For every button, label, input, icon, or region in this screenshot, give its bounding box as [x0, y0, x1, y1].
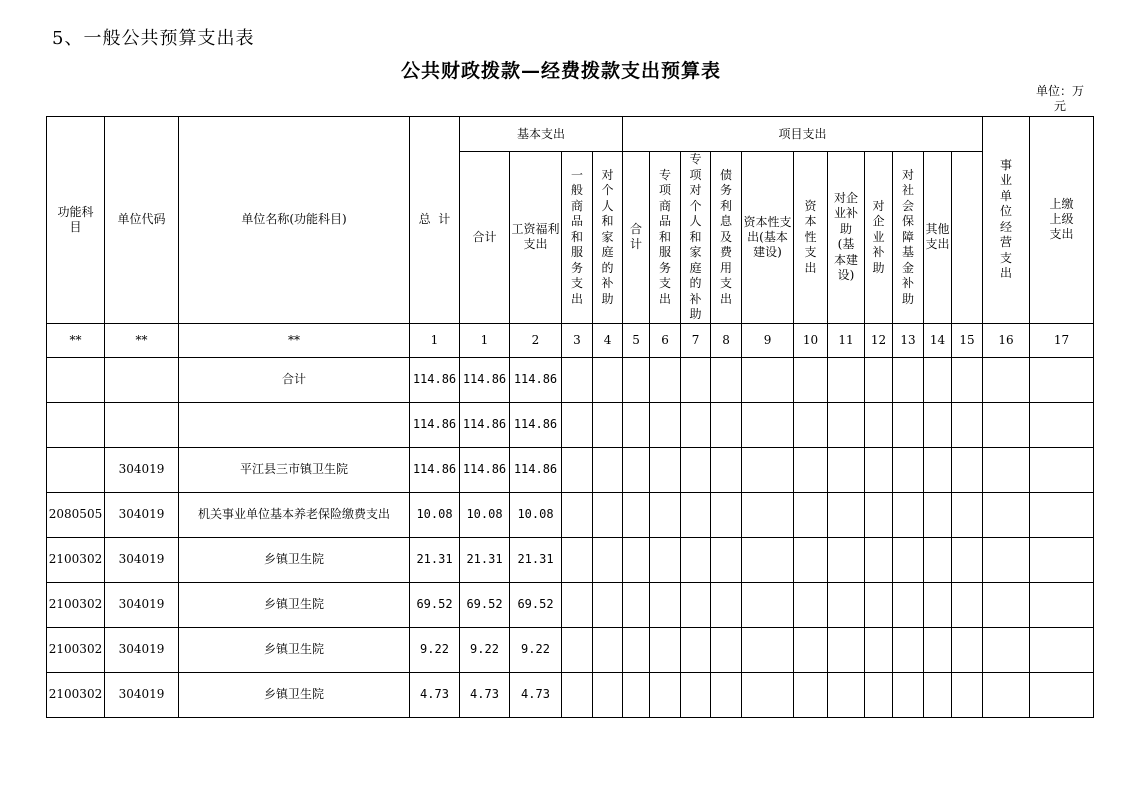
- total-cell: 4.73: [410, 672, 460, 717]
- empty-cell: [828, 627, 865, 672]
- empty-cell: [742, 402, 794, 447]
- empty-cell: [742, 537, 794, 582]
- empty-cell: [742, 627, 794, 672]
- empty-cell: [650, 447, 681, 492]
- unit-code-cell: 304019: [105, 447, 179, 492]
- empty-cell: [924, 582, 952, 627]
- basic-sum-cell: 10.08: [460, 492, 510, 537]
- empty-cell: [952, 402, 983, 447]
- empty-cell: [711, 492, 742, 537]
- empty-cell: [742, 672, 794, 717]
- table-row: [47, 447, 1094, 492]
- empty-cell: [952, 537, 983, 582]
- empty-cell: [1030, 402, 1094, 447]
- func-code-cell: 2100302: [47, 582, 105, 627]
- index-row: [47, 323, 1094, 357]
- wages-cell: 114.86: [510, 402, 562, 447]
- total-cell: 21.31: [410, 537, 460, 582]
- unit-name-cell: 乡镇卫生院: [179, 537, 410, 582]
- empty-cell: [623, 537, 650, 582]
- index-cell: 6: [650, 323, 681, 357]
- header-unit-name: 单位名称(功能科目): [179, 117, 410, 324]
- empty-cell: [924, 492, 952, 537]
- header-personal: 对个人和家庭的补助: [593, 152, 623, 324]
- empty-cell: [593, 582, 623, 627]
- empty-cell: [924, 447, 952, 492]
- unit-name-cell: 机关事业单位基本养老保险缴费支出: [179, 492, 410, 537]
- header-upper: 上缴上级支出: [1030, 117, 1094, 324]
- header-wages: 工资福利支出: [510, 152, 562, 324]
- empty-cell: [983, 492, 1030, 537]
- func-code-cell: [47, 402, 105, 447]
- empty-cell: [794, 357, 828, 402]
- empty-cell: [952, 582, 983, 627]
- empty-cell: [924, 357, 952, 402]
- empty-cell: [711, 672, 742, 717]
- header-business: 事业单位经营支出: [983, 117, 1030, 324]
- empty-cell: [681, 402, 711, 447]
- header-enterprise: 对企业补助: [865, 152, 893, 324]
- index-cell: 15: [952, 323, 983, 357]
- empty-cell: [711, 537, 742, 582]
- basic-sum-cell: 4.73: [460, 672, 510, 717]
- total-cell: 114.86: [410, 402, 460, 447]
- header-goods: 一般商品和服务支出: [562, 152, 593, 324]
- index-cell: 5: [623, 323, 650, 357]
- empty-cell: [593, 537, 623, 582]
- empty-cell: [681, 357, 711, 402]
- empty-cell: [893, 537, 924, 582]
- index-cell: 16: [983, 323, 1030, 357]
- empty-cell: [893, 672, 924, 717]
- empty-cell: [562, 627, 593, 672]
- header-other: 其他支出: [924, 152, 952, 324]
- empty-cell: [794, 537, 828, 582]
- empty-cell: [650, 492, 681, 537]
- empty-cell: [650, 582, 681, 627]
- index-cell: 7: [681, 323, 711, 357]
- data-rows: [47, 357, 1094, 717]
- empty-cell: [650, 627, 681, 672]
- index-cell: 9: [742, 323, 794, 357]
- unit-name-cell: 乡镇卫生院: [179, 627, 410, 672]
- empty-cell: [794, 492, 828, 537]
- empty-cell: [623, 492, 650, 537]
- table-title: 公共财政拨款—经费拨款支出预算表: [400, 60, 721, 82]
- empty-cell: [711, 447, 742, 492]
- empty-cell: [794, 582, 828, 627]
- index-cell: 17: [1030, 323, 1094, 357]
- empty-cell: [593, 447, 623, 492]
- index-cell: 13: [893, 323, 924, 357]
- empty-cell: [623, 357, 650, 402]
- unit-code-cell: 304019: [105, 627, 179, 672]
- empty-cell: [828, 402, 865, 447]
- empty-cell: [650, 537, 681, 582]
- index-cell: **: [105, 323, 179, 357]
- total-cell: 114.86: [410, 357, 460, 402]
- header-proj-sum: 合计: [623, 152, 650, 324]
- header-project: 项目支出: [623, 117, 983, 152]
- total-cell: 9.22: [410, 627, 460, 672]
- empty-cell: [924, 672, 952, 717]
- table-row: [47, 492, 1094, 537]
- wages-cell: 21.31: [510, 537, 562, 582]
- basic-sum-cell: 9.22: [460, 627, 510, 672]
- basic-sum-cell: 21.31: [460, 537, 510, 582]
- func-code-cell: [47, 447, 105, 492]
- header-special-personal: 专项对个人和家庭的补助: [681, 152, 711, 324]
- empty-cell: [924, 402, 952, 447]
- empty-cell: [593, 357, 623, 402]
- header-basic-sum: 合计: [460, 152, 510, 324]
- empty-cell: [1030, 447, 1094, 492]
- total-cell: 69.52: [410, 582, 460, 627]
- empty-cell: [1030, 537, 1094, 582]
- empty-cell: [924, 537, 952, 582]
- empty-cell: [828, 537, 865, 582]
- section-heading: 5、一般公共预算支出表: [52, 28, 255, 49]
- empty-cell: [1030, 672, 1094, 717]
- empty-cell: [711, 402, 742, 447]
- empty-cell: [681, 627, 711, 672]
- empty-cell: [983, 357, 1030, 402]
- unit-code-cell: 304019: [105, 537, 179, 582]
- basic-sum-cell: 69.52: [460, 582, 510, 627]
- empty-cell: [562, 447, 593, 492]
- header-unit-code: 单位代码: [105, 117, 179, 324]
- index-cell: 2: [510, 323, 562, 357]
- empty-cell: [593, 627, 623, 672]
- empty-cell: [952, 357, 983, 402]
- table-row: [47, 627, 1094, 672]
- empty-cell: [893, 627, 924, 672]
- wages-cell: 114.86: [510, 447, 562, 492]
- unit-name-cell: 乡镇卫生院: [179, 582, 410, 627]
- index-cell: 10: [794, 323, 828, 357]
- empty-cell: [593, 672, 623, 717]
- header-func-code: 功能科目: [47, 117, 105, 324]
- header-basic: 基本支出: [460, 117, 623, 152]
- func-code-cell: 2100302: [47, 672, 105, 717]
- empty-cell: [893, 447, 924, 492]
- empty-cell: [865, 357, 893, 402]
- empty-cell: [983, 402, 1030, 447]
- empty-cell: [828, 357, 865, 402]
- empty-cell: [711, 582, 742, 627]
- table-row: [47, 672, 1094, 717]
- empty-cell: [893, 582, 924, 627]
- func-code-cell: 2100302: [47, 537, 105, 582]
- empty-cell: [711, 357, 742, 402]
- header-capital: 资本性支出: [794, 152, 828, 324]
- empty-cell: [983, 447, 1030, 492]
- index-cell: 8: [711, 323, 742, 357]
- empty-cell: [1030, 627, 1094, 672]
- empty-cell: [865, 447, 893, 492]
- basic-sum-cell: 114.86: [460, 402, 510, 447]
- func-code-cell: 2100302: [47, 627, 105, 672]
- unit-code-cell: 304019: [105, 492, 179, 537]
- empty-cell: [865, 627, 893, 672]
- empty-cell: [681, 492, 711, 537]
- total-cell: 10.08: [410, 492, 460, 537]
- empty-cell: [865, 582, 893, 627]
- header-capital-build: 资本性支出(基本建设): [742, 152, 794, 324]
- empty-cell: [893, 357, 924, 402]
- unit-label: 单位：万元: [1035, 84, 1084, 113]
- empty-cell: [623, 402, 650, 447]
- header-debt: 债务利息及费用支出: [711, 152, 742, 324]
- empty-cell: [828, 672, 865, 717]
- empty-cell: [681, 447, 711, 492]
- empty-cell: [562, 357, 593, 402]
- empty-cell: [828, 447, 865, 492]
- empty-cell: [983, 672, 1030, 717]
- unit-code-cell: [105, 402, 179, 447]
- empty-cell: [742, 582, 794, 627]
- empty-cell: [650, 402, 681, 447]
- table-row: [47, 537, 1094, 582]
- unit-code-cell: [105, 357, 179, 402]
- header-row-top: [47, 117, 1094, 152]
- empty-cell: [924, 627, 952, 672]
- empty-cell: [742, 357, 794, 402]
- index-cell: 1: [460, 323, 510, 357]
- empty-cell: [650, 357, 681, 402]
- header-enterprise-build: 对企业补助(基本建设): [828, 152, 865, 324]
- unit-name-cell: 乡镇卫生院: [179, 672, 410, 717]
- empty-cell: [681, 672, 711, 717]
- empty-cell: [952, 447, 983, 492]
- wages-cell: 4.73: [510, 672, 562, 717]
- empty-cell: [865, 537, 893, 582]
- empty-cell: [562, 402, 593, 447]
- empty-cell: [1030, 582, 1094, 627]
- unit-name-cell: [179, 402, 410, 447]
- unit-name-cell: 合计: [179, 357, 410, 402]
- index-cell: 3: [562, 323, 593, 357]
- index-cell: **: [47, 323, 105, 357]
- total-cell: 114.86: [410, 447, 460, 492]
- empty-cell: [983, 537, 1030, 582]
- empty-cell: [1030, 357, 1094, 402]
- unit-code-cell: 304019: [105, 672, 179, 717]
- empty-cell: [742, 447, 794, 492]
- wages-cell: 9.22: [510, 627, 562, 672]
- empty-cell: [865, 672, 893, 717]
- unit-name-cell: 平江县三市镇卫生院: [179, 447, 410, 492]
- empty-cell: [562, 672, 593, 717]
- budget-table: [46, 116, 1094, 718]
- empty-cell: [983, 627, 1030, 672]
- empty-cell: [828, 492, 865, 537]
- header-total: 总 计: [410, 117, 460, 324]
- empty-cell: [623, 447, 650, 492]
- func-code-cell: [47, 357, 105, 402]
- empty-cell: [828, 582, 865, 627]
- header-social: 对社会保障基金补助: [893, 152, 924, 324]
- header-special-goods: 专项商品和服务支出: [650, 152, 681, 324]
- empty-cell: [983, 582, 1030, 627]
- table-row: [47, 357, 1094, 402]
- index-cell: 4: [593, 323, 623, 357]
- empty-cell: [794, 402, 828, 447]
- empty-cell: [681, 582, 711, 627]
- basic-sum-cell: 114.86: [460, 447, 510, 492]
- func-code-cell: 2080505: [47, 492, 105, 537]
- empty-cell: [562, 582, 593, 627]
- wages-cell: 114.86: [510, 357, 562, 402]
- empty-cell: [952, 627, 983, 672]
- empty-cell: [593, 402, 623, 447]
- index-cell: 11: [828, 323, 865, 357]
- index-cell: 12: [865, 323, 893, 357]
- empty-cell: [623, 627, 650, 672]
- empty-cell: [711, 627, 742, 672]
- table-row: [47, 402, 1094, 447]
- empty-cell: [893, 402, 924, 447]
- empty-cell: [865, 402, 893, 447]
- empty-cell: [794, 627, 828, 672]
- index-cell: 14: [924, 323, 952, 357]
- empty-cell: [593, 492, 623, 537]
- empty-cell: [952, 672, 983, 717]
- empty-cell: [893, 492, 924, 537]
- empty-cell: [681, 537, 711, 582]
- empty-cell: [794, 672, 828, 717]
- index-cell: 1: [410, 323, 460, 357]
- unit-code-cell: 304019: [105, 582, 179, 627]
- empty-cell: [623, 582, 650, 627]
- empty-cell: [1030, 492, 1094, 537]
- index-cell: **: [179, 323, 410, 357]
- empty-cell: [952, 492, 983, 537]
- basic-sum-cell: 114.86: [460, 357, 510, 402]
- empty-cell: [650, 672, 681, 717]
- empty-cell: [794, 447, 828, 492]
- wages-cell: 10.08: [510, 492, 562, 537]
- empty-cell: [865, 492, 893, 537]
- empty-cell: [562, 537, 593, 582]
- empty-cell: [742, 492, 794, 537]
- empty-cell: [562, 492, 593, 537]
- empty-cell: [623, 672, 650, 717]
- wages-cell: 69.52: [510, 582, 562, 627]
- table-row: [47, 582, 1094, 627]
